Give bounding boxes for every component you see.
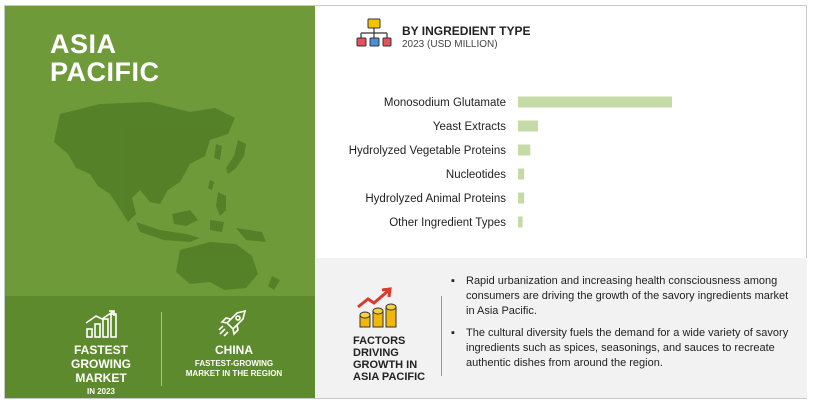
factor-text: Rapid urbanization and increasing health consciousness among consumers are driving the growth of the savory ingredients market in Asia Pacific. [466,275,789,317]
region-title-line2: PACIFIC [50,57,160,87]
category-label: Hydrolyzed Vegetable Proteins [348,145,506,157]
chart-subtitle: 2023 (USD MILLION) [402,39,498,50]
china-title: CHINA [215,343,253,357]
china-subtitle-line1: FASTEST-GROWING [194,359,274,368]
factors-title-line2: GROWTH IN [353,359,418,371]
category-label: Hydrolyzed Animal Proteins [365,193,506,205]
category-label: Yeast Extracts [432,121,506,133]
factors-title-line1: FACTORS DRIVING [353,335,406,359]
region-title [50,30,160,86]
bar [518,169,524,180]
rocket-launch-icon [217,309,251,339]
china-subtitle-line2: MARKET IN THE REGION [185,369,283,378]
region-panel [5,6,315,398]
china-subtitle [175,359,293,379]
category-label: Other Ingredient Types [389,217,506,229]
region-title-line1: ASIA [50,29,117,59]
ingredient-type-bar-chart [316,80,796,250]
bar [518,121,538,132]
bar-growth-icon [84,309,118,339]
hierarchy-icon [356,18,392,52]
asia-pacific-map [40,94,290,294]
fastest-growing-stat [47,309,155,397]
bar [518,193,524,204]
factors-list [451,274,797,378]
factor-text: The cultural diversity fuels the demand for a wide variety of savory ingredients such as spices, seasonings, and sauces to recreate authentic dishes from around the region. [466,327,789,369]
category-label: Nucleotides [445,169,506,181]
bullet-icon: ▪ [451,327,455,339]
factor-item [451,274,797,319]
category-label: Monosodium Glutamate [383,97,506,109]
fastest-growing-title-line2: MARKET [75,371,127,385]
stats-divider [161,312,162,386]
factor-item [451,326,797,371]
bar [518,145,530,156]
bar [518,217,523,228]
factors-divider [441,296,442,376]
factors-title [353,335,445,383]
bar [518,97,672,108]
fastest-growing-title [47,343,155,385]
chart-title: BY INGREDIENT TYPE [402,24,531,38]
bullet-icon: ▪ [451,275,455,287]
coins-growth-icon [356,287,402,329]
factors-title-line3: ASIA PACIFIC [353,371,426,383]
fastest-growing-title-line1: FASTEST GROWING [71,343,131,371]
fastest-growing-year: IN 2023 [86,387,116,396]
china-stat [175,309,293,379]
